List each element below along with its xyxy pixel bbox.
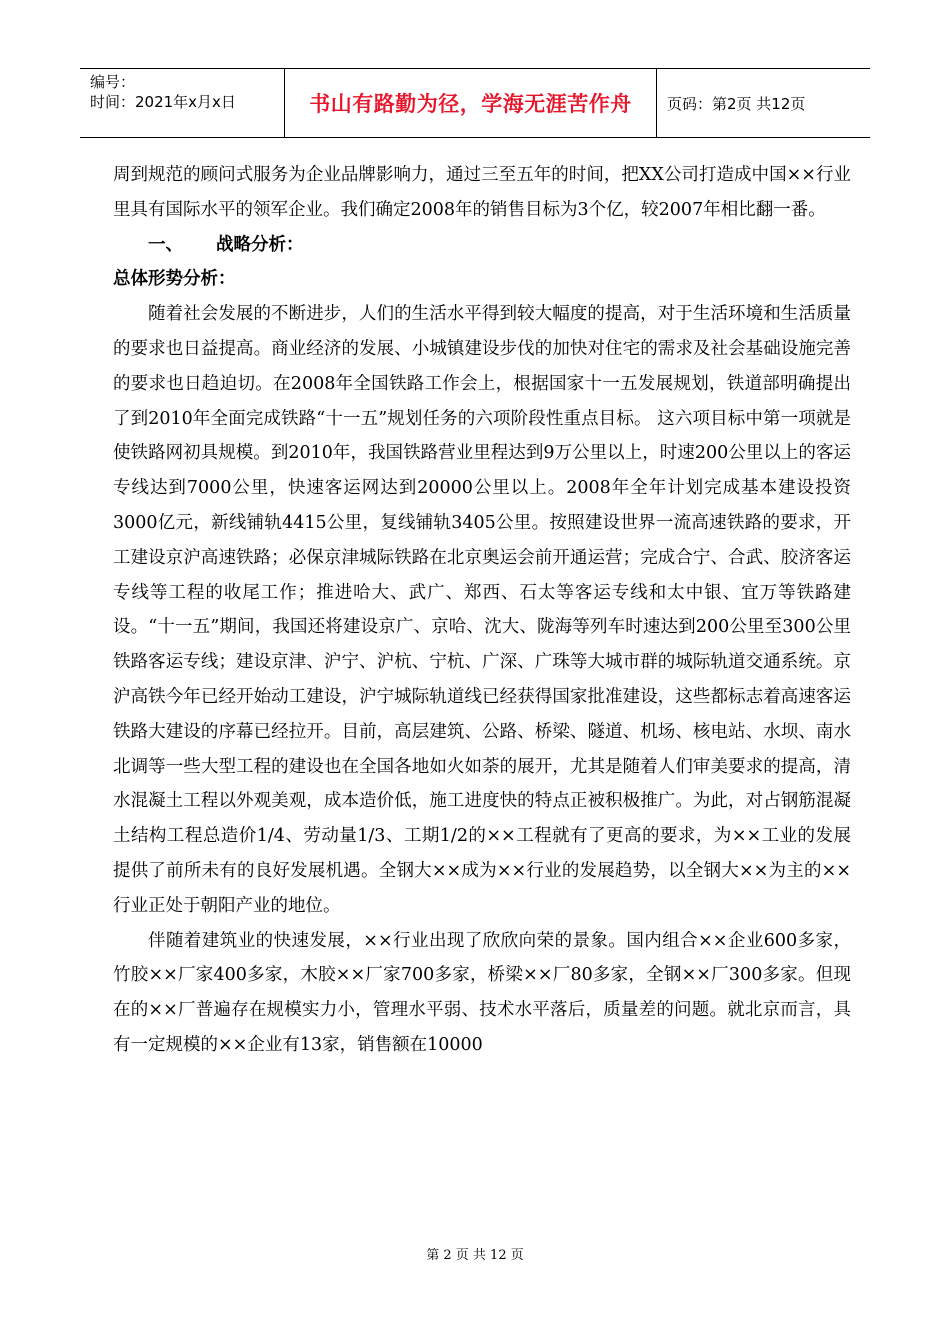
page-header <box>80 68 870 138</box>
paragraph-industry-status: 伴随着建筑业的快速发展，××行业出现了欣欣向荣的景象。国内组合××企业600多家，竹胶××厂家400多家，木胶××厂家700多家，桥梁××厂80多家，全钢××厂300多家。但现在的××厂普遍存在规模实力小，管理水平弱、技术水平落后，质量差的问题。就北京而言，具有一定规模的××企业有13家，销售额在10000 <box>113 930 851 1055</box>
header-motto: 书山有路勤为径，学海无涯苦作舟 <box>285 69 657 137</box>
section-heading <box>113 228 851 263</box>
paragraph-intro: 周到规范的顾问式服务为企业品牌影响力，通过三至五年的时间，把XX公司打造成中国××行业里具有国际水平的领军企业。我们确定2008年的销售目标为3个亿，较2007年相比翻一番。 <box>113 165 851 220</box>
subsection-heading: 总体形势分析： <box>113 269 236 290</box>
page-footer: 第 2 页 共 12 页 <box>426 1248 524 1263</box>
header-page-number: 页码：第2页 共12页 <box>667 94 806 113</box>
code-label: 编号： <box>90 73 136 91</box>
paragraph-overall-analysis: 随着社会发展的不断进步，人们的生活水平得到较大幅度的提高，对于生活环境和生活质量的要求也日益提高。商业经济的发展、小城镇建设步伐的加快对住宅的需求及社会基础设施完善的要求也日趋迫切。在2008年全国铁路工作会上，根据国家十一五发展规划，铁道部明确提出了到2010年全面完成铁路“十一五”规划任务的六项阶段性重点目标。 这六项目标中第一项就是使铁路网初具规模。到2010年，我国铁路营业里程达到9万公里以上，时速200公里以上的客运专线达到7000公里，快速客运网达到20000公里以上。2008年全年计划完成基本建设投资3000亿元，新线铺轨4415公里，复线铺轨3405公里。按照建设世界一流高速铁路的要求，开工建设京沪高速铁路；必保京津城际铁路在北京奥运会前开通运营；完成合宁、合武、胶济客运专线等工程的收尾工作；推进哈大、武广、郑西、石太等客运专线和太中银、宜万等铁路建设。“十一五”期间，我国还将建设京广、京哈、沈大、陇海等列车时速达到200公里至300公里铁路客运专线；建设京津、沪宁、沪杭、宁杭、广深、广珠等大城市群的城际轨道交通系统。京沪高铁今年已经开始动工建设，沪宁城际轨道线已经获得国家批准建设，这些都标志着高速客运铁路大建设的序幕已经拉开。目前，高层建筑、公路、桥梁、隧道、机场、核电站、水坝、南水北调等一些大型工程的建设也在全国各地如火如荼的展开，尤其是随着人们审美要求的提高，清水混凝土工程以外观美观，成本造价低，施工进度快的特点正被积极推广。为此，对占钢筋混凝土结构工程总造价1/4、劳动量1/3、工期1/2的××工程就有了更高的要求，为××工业的发展提供了前所未有的良好发展机遇。全钢大××成为××行业的发展趋势，以全钢大××为主的××行业正处于朝阳产业的地位。 <box>113 304 851 916</box>
document-body <box>113 158 851 1063</box>
time-label: 时间：2021年x月x日 <box>90 93 236 111</box>
section-title: 战略分析： <box>216 234 304 255</box>
section-number: 一、 <box>148 234 183 255</box>
header-meta <box>80 69 285 137</box>
